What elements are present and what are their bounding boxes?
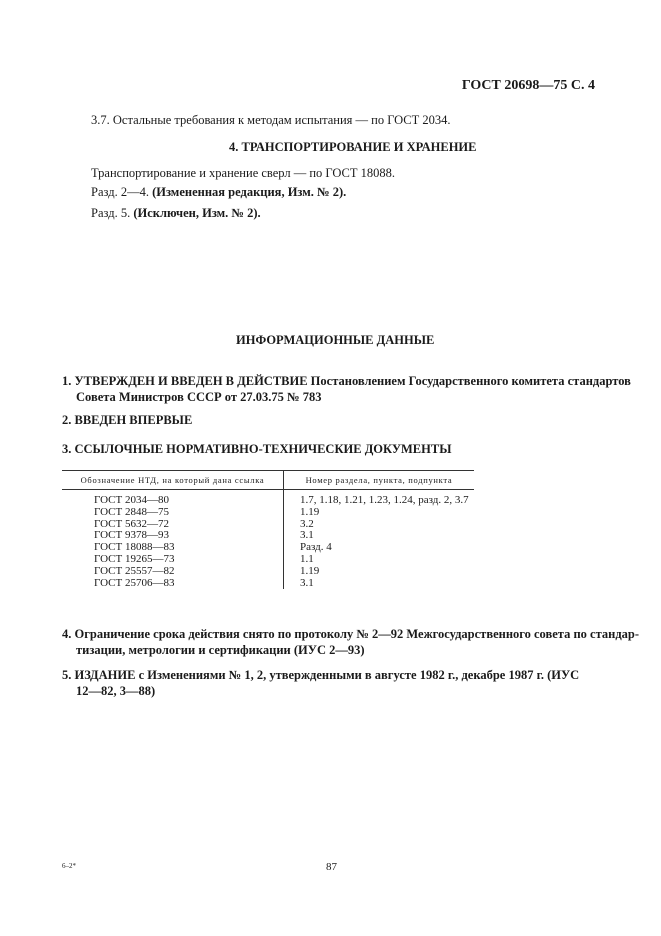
info-title: ИНФОРМАЦИОННЫЕ ДАННЫЕ: [236, 333, 435, 347]
info-item-3: 3. ССЫЛОЧНЫЕ НОРМАТИВНО-ТЕХНИЧЕСКИЕ ДОКУМЕНТЫ: [62, 442, 452, 456]
info-item-1-line1: 1. УТВЕРЖДЕН И ВВЕДЕН В ДЕЙСТВИЕ Постановлением Государственного комитета стандартов: [62, 374, 631, 388]
info-item-4: [62, 626, 639, 658]
table-cell-designation: ГОСТ 19265—73: [62, 554, 284, 566]
table-cell-designation: ГОСТ 2848—75: [62, 507, 284, 519]
footer-signature: 6–2*: [62, 862, 76, 870]
table-row: [62, 554, 474, 566]
table-row: [62, 490, 474, 507]
razd-2-4-change: (Измененная редакция, Изм. № 2).: [152, 185, 347, 199]
document-header: ГОСТ 20698—75 С. 4: [461, 78, 595, 93]
table-header-section: Номер раздела, пункта, подпункта: [284, 471, 475, 490]
info-item-4-line2: тизации, метрологии и сертификации (ИУС 2—93): [76, 643, 365, 657]
table-row: [62, 566, 474, 578]
info-item-4-line1: 4. Ограничение срока действия снято по протоколу № 2—92 Межгосударственного совета по стандар-: [62, 627, 640, 641]
transport-text: Транспортирование и хранение сверл — по ГОСТ 18088.: [91, 166, 395, 180]
razd-5-change: (Исключен, Изм. № 2).: [133, 206, 261, 220]
table-row: [62, 507, 474, 519]
table-header-designation: Обозначение НТД, на который дана ссылка: [62, 471, 284, 490]
table-cell-section: 1.19: [300, 564, 320, 577]
table-cell-designation: ГОСТ 18088—83: [62, 542, 284, 554]
paragraph-3-7: 3.7. Остальные требования к методам испытания — по ГОСТ 2034.: [91, 113, 451, 127]
info-item-5: [62, 667, 579, 699]
table-cell-designation: ГОСТ 5632—72: [62, 519, 284, 531]
info-item-1-line2: Совета Министров СССР от 27.03.75 № 783: [76, 390, 322, 404]
info-item-1: [62, 373, 631, 405]
table-cell-section: 3.1: [300, 529, 314, 542]
table-cell-designation: ГОСТ 9378—93: [62, 530, 284, 542]
table-cell-section: 3.2: [300, 517, 314, 530]
table-cell-section: 3.1: [300, 576, 314, 589]
razd-5-prefix: Разд. 5.: [91, 206, 134, 220]
table-cell-section: Разд. 4: [300, 541, 332, 554]
table-cell-designation: ГОСТ 2034—80: [62, 490, 284, 507]
table-cell-section: 1.19: [300, 505, 320, 518]
razd-2-4-prefix: Разд. 2—4.: [91, 185, 153, 199]
table-cell-section: 1.7, 1.18, 1.21, 1.23, 1.24, разд. 2, 3.7: [300, 494, 469, 506]
table-cell-designation: ГОСТ 25706—83: [62, 578, 284, 590]
table-header-row: [62, 471, 474, 490]
info-item-5-line2: 12—82, 3—88): [76, 684, 156, 698]
razd-5-note: [91, 206, 261, 221]
info-item-5-line1: 5. ИЗДАНИЕ с Изменениями № 1, 2, утвержденными в августе 1982 г., декабре 1987 г. (ИУС: [62, 668, 580, 682]
section-4-title: 4. ТРАНСПОРТИРОВАНИЕ И ХРАНЕНИЕ: [229, 140, 477, 154]
razd-2-4-note: [91, 185, 346, 200]
table-row: [62, 578, 474, 590]
info-item-2: 2. ВВЕДЕН ВПЕРВЫЕ: [62, 413, 193, 427]
table-cell-designation: ГОСТ 25557—82: [62, 566, 284, 578]
reference-documents-table: [62, 470, 474, 589]
table-cell-section: 1.1: [300, 552, 314, 565]
page-number: 87: [326, 861, 337, 873]
